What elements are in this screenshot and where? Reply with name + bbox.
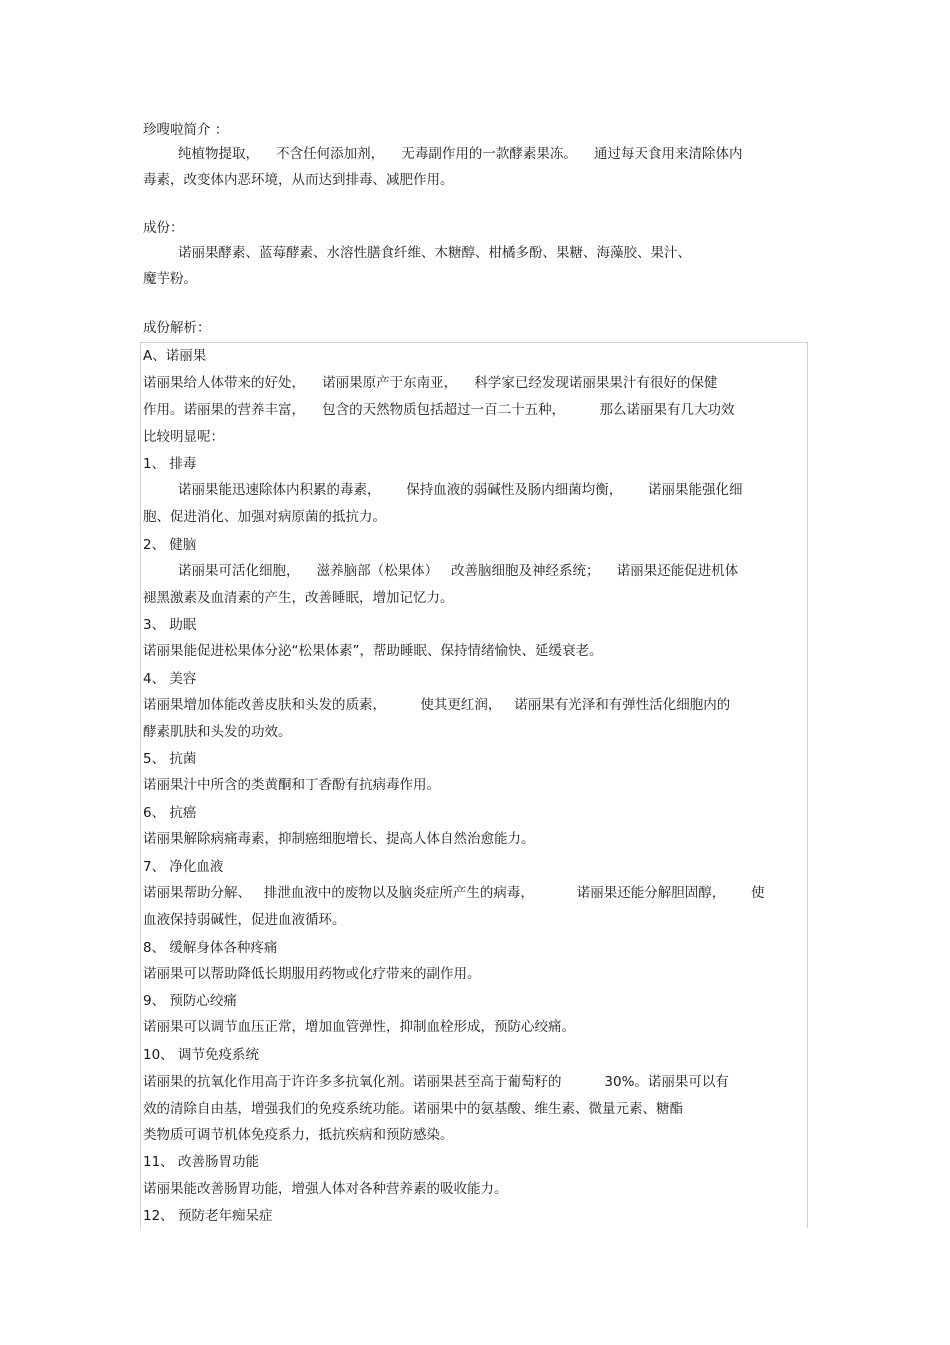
intro-line-2: 毒素，改变体内恶环境，从而达到排毒、减肥作用。 (143, 172, 454, 188)
item-text: 诺丽果解除病痛毒素，抑制癌细胞增长、提高人体自然治愈能力。 (143, 831, 535, 847)
item-text: 效的清除自由基，增强我们的免疫系统功能。诺丽果中的氨基酸、维生素、微量元素、糖酯 (143, 1101, 683, 1117)
item-text: 诺丽果可以帮助降低长期服用药物或化疗带来的副作用。 (143, 966, 481, 982)
item-text: 诺丽果可活化细胞， 滋养脑部（松果体） 改善脑细胞及神经系统； 诺丽果还能促进机体 (178, 563, 739, 579)
item-heading: 2、 健脑 (143, 537, 197, 553)
item-text: 诺丽果帮助分解、 排泄血液中的废物以及脑炎症所产生的病毒， 诺丽果还能分解胆固醇， 使 (143, 885, 765, 901)
item-heading: 3、 助眠 (143, 617, 197, 633)
item-heading: 6、 抗癌 (143, 805, 197, 821)
ingredients-line-2: 魔芋粉。 (143, 271, 197, 287)
item-text: 血液保持弱碱性，促进血液循环。 (143, 912, 346, 928)
paragraph-line: 作用。诺丽果的营养丰富， 包含的天然物质包括超过一百二十五种， 那么诺丽果有几大功效 (143, 402, 735, 418)
ingredients-title: 成份： (143, 220, 184, 236)
paragraph-line: 比较明显呢： (143, 429, 224, 445)
item-heading: 12、 预防老年痴呆症 (143, 1208, 273, 1224)
item-heading: 11、 改善肠胃功能 (143, 1154, 259, 1170)
item-text: 类物质可调节机体免疫系力，抵抗疾病和预防感染。 (143, 1127, 454, 1143)
item-text: 诺丽果能迅速除体内积累的毒素， 保持血液的弱碱性及肠内细菌均衡， 诺丽果能强化细 (178, 482, 743, 498)
item-heading: 1、 排毒 (143, 456, 197, 472)
analysis-title: 成份解析： (143, 320, 211, 336)
paragraph-line: 诺丽果给人体带来的好处， 诺丽果原产于东南亚， 科学家已经发现诺丽果果汁有很好的保健 (143, 375, 718, 391)
item-text: 酵素肌肤和头发的功效。 (143, 724, 292, 740)
item-text: 诺丽果增加体能改善皮肤和头发的质素， 使其更红润， 诺丽果有光泽和有弹性活化细胞内的 (143, 697, 731, 713)
item-heading: 8、 缓解身体各种疼痛 (143, 940, 278, 956)
item-text: 诺丽果的抗氧化作用高于许许多多抗氧化剂。诺丽果甚至高于葡萄籽的 30%。诺丽果可以有 (143, 1074, 729, 1090)
intro-title: 珍嗖啦简介 ： (143, 122, 229, 138)
item-heading: 10、 调节免疫系统 (143, 1047, 259, 1063)
item-heading: 7、 净化血液 (143, 859, 224, 875)
item-text: 褪黑激素及血清素的产生，改善睡眠，增加记忆力。 (143, 590, 454, 606)
item-text: 诺丽果能促进松果体分泌“松果体素”，帮助睡眠、保持情绪愉快、延缓衰老。 (143, 643, 603, 659)
intro-line-1: 纯植物提取， 不含任何添加剂， 无毒副作用的一款酵素果冻。 通过每天食用来清除体内 (178, 146, 743, 162)
item-heading: 9、 预防心绞痛 (143, 993, 237, 1009)
item-text: 诺丽果可以调节血压正常，增加血管弹性，抑制血栓形成，预防心绞痛。 (143, 1019, 575, 1035)
item-text: 胞、促进消化、加强对病原菌的抵抗力。 (143, 509, 386, 525)
item-heading: 4、 美容 (143, 671, 197, 687)
item-heading: 5、 抗菌 (143, 751, 197, 767)
item-text: 诺丽果能改善肠胃功能，增强人体对各种营养素的吸收能力。 (143, 1181, 508, 1197)
ingredients-line-1: 诺丽果酵素、蓝莓酵素、水溶性膳食纤维、木糖醇、柑橘多酚、果糖、海藻胶、果汁、 (178, 245, 691, 261)
section-heading: A、诺丽果 (143, 348, 207, 364)
item-text: 诺丽果汁中所含的类黄酮和丁香酚有抗病毒作用。 (143, 777, 440, 793)
